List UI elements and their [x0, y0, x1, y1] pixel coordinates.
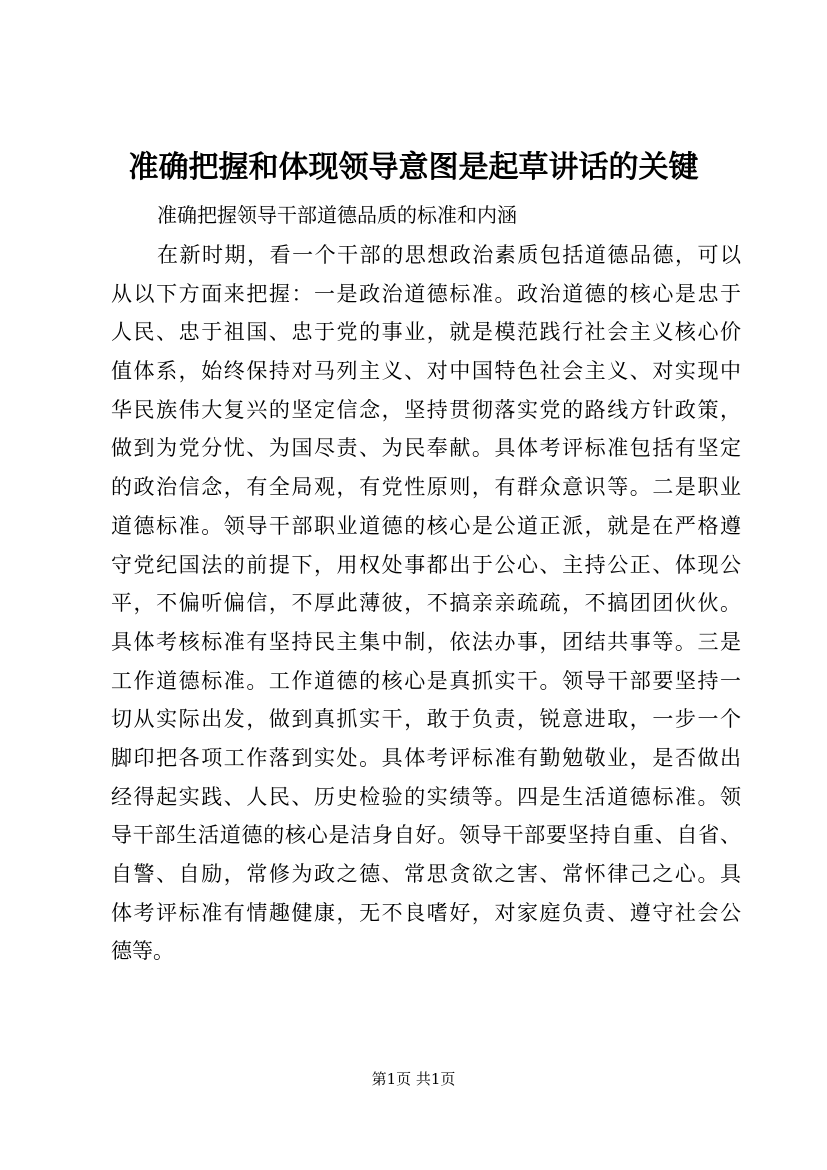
body-line: 平，不偏听偏信，不厚此薄彼，不搞亲亲疏疏，不搞团团伙伙。: [111, 591, 741, 616]
body-line: 道德标准。领导干部职业道德的核心是公道正派，就是在严格遵: [111, 513, 741, 538]
body-line: 从以下方面来把握：一是政治道德标准。政治道德的核心是忠于: [111, 281, 741, 306]
body-line: 体考评标准有情趣健康，无不良嗜好，对家庭负责、遵守社会公: [111, 900, 741, 925]
body-line: 的政治信念，有全局观，有党性原则，有群众意识等。二是职业: [111, 475, 741, 500]
body-line: 切从实际出发，做到真抓实干，敢于负责，锐意进取，一步一个: [111, 707, 741, 732]
body-line: 在新时期，看一个干部的思想政治素质包括道德品德，可以: [157, 243, 741, 267]
body-line: 具体考核标准有坚持民主集中制，依法办事，团结共事等。三是: [111, 629, 741, 654]
body-line: 导干部生活道德的核心是洁身自好。领导干部要坚持自重、自省、: [111, 823, 741, 848]
body-line: 自警、自励，常修为政之德、常思贪欲之害、常怀律己之心。具: [111, 862, 741, 886]
body-line: 做到为党分忧、为国尽责、为民奉献。具体考评标准包括有坚定: [111, 436, 741, 461]
body-line: 华民族伟大复兴的坚定信念，坚持贯彻落实党的路线方针政策，: [111, 397, 741, 422]
document-body: [111, 236, 741, 971]
document-title: 准确把握和体现领导意图是起草讲话的关键: [128, 150, 699, 185]
body-line: 值体系，始终保持对马列主义、对中国特色社会主义、对实现中: [111, 359, 741, 384]
body-line: 经得起实践、人民、历史检验的实绩等。四是生活道德标准。领: [111, 784, 741, 809]
body-line: 工作道德标准。工作道德的核心是真抓实干。领导干部要坚持一: [111, 668, 741, 693]
body-line: 脚印把各项工作落到实处。具体考评标准有勤勉敬业，是否做出: [111, 745, 741, 770]
page-number-footer: 第1页 共1页: [371, 1070, 456, 1088]
body-line: 德等。: [111, 939, 174, 964]
body-line: 人民、忠于祖国、忠于党的事业，就是模范践行社会主义核心价: [111, 320, 741, 345]
body-line: 守党纪国法的前提下，用权处事都出于公心、主持公正、体现公: [111, 552, 741, 577]
document-subtitle: 准确把握领导干部道德品质的标准和内涵: [157, 203, 517, 227]
